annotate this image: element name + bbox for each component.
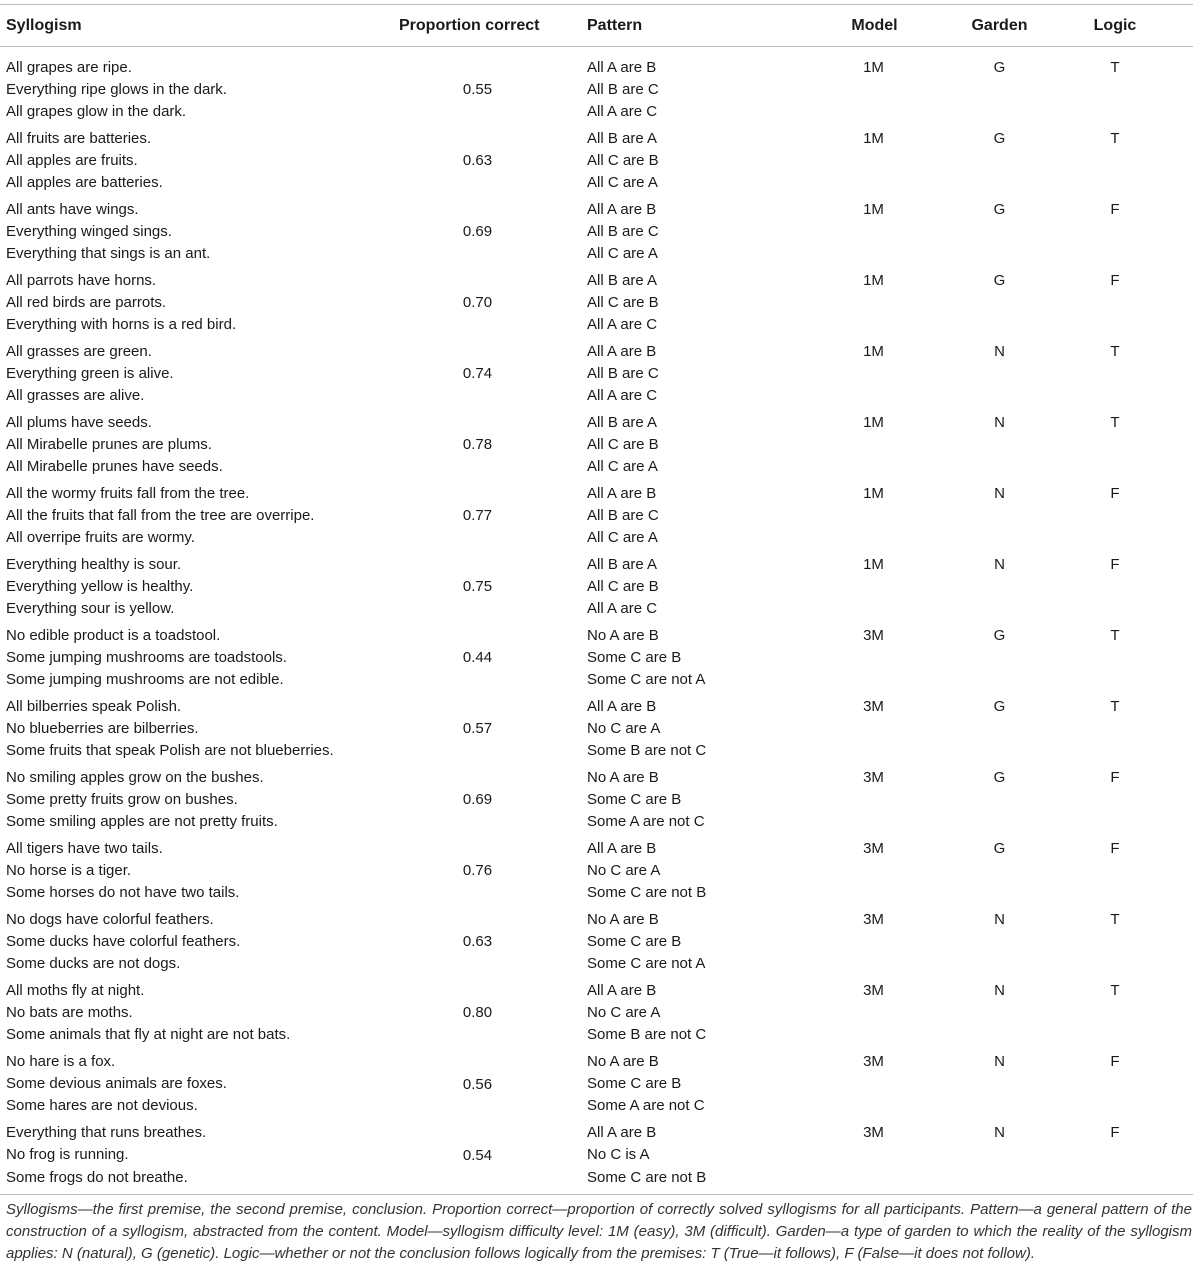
- table-row: [0, 47, 1193, 128]
- header-logic: Logic: [1053, 5, 1193, 47]
- proportion-cell: [399, 625, 560, 696]
- proportion-cell: [399, 1051, 560, 1122]
- header-row: [0, 5, 1193, 47]
- proportion-value: 0.70: [462, 294, 493, 312]
- logic-cell: [1053, 47, 1193, 128]
- syllogism-line: No bats are moths.: [6, 1004, 133, 1022]
- syllogism-cell: [0, 554, 399, 625]
- logic-value: T: [1110, 342, 1120, 360]
- syllogism-line: No blueberries are bilberries.: [6, 720, 199, 738]
- table-row: [0, 341, 1193, 412]
- model-cell: [809, 554, 946, 625]
- pattern-line: Some A are not C: [587, 813, 705, 831]
- pattern-line: No A are B: [587, 911, 659, 929]
- pattern-line: Some A are not C: [587, 1097, 705, 1115]
- logic-value: F: [1110, 484, 1120, 502]
- syllogism-line: Everything green is alive.: [6, 364, 174, 382]
- syllogism-line: All grasses are green.: [6, 342, 152, 360]
- pattern-line: All B are A: [587, 555, 658, 573]
- syllogism-line: Everything that runs breathes.: [6, 1124, 207, 1142]
- logic-value: T: [1110, 413, 1120, 431]
- pattern-line: All B are A: [587, 271, 658, 289]
- garden-value: N: [994, 982, 1005, 1000]
- table-row: [0, 1122, 1193, 1193]
- model-value: 3M: [863, 768, 884, 786]
- logic-value: F: [1110, 1053, 1120, 1071]
- syllogism-cell: [0, 341, 399, 412]
- pattern-line: Some C are B: [587, 1075, 682, 1093]
- pattern-cell: [560, 47, 809, 128]
- syllogism-cell: [0, 199, 399, 270]
- table-row: [0, 696, 1193, 767]
- logic-value: T: [1110, 626, 1120, 644]
- logic-cell: [1053, 1051, 1193, 1122]
- pattern-line: All A are B: [587, 982, 657, 1000]
- syllogism-line: Some frogs do not breathe.: [6, 1168, 188, 1186]
- model-cell: [809, 483, 946, 554]
- syllogism-cell: [0, 1051, 399, 1122]
- model-cell: [809, 199, 946, 270]
- syllogism-line: Some ducks have colorful feathers.: [6, 933, 241, 951]
- pattern-line: No C is A: [587, 1146, 650, 1164]
- pattern-line: All B are C: [587, 81, 659, 99]
- pattern-line: No C are A: [587, 1004, 661, 1022]
- pattern-line: All A are B: [587, 59, 657, 76]
- garden-value: G: [993, 626, 1006, 644]
- syllogism-line: All fruits are batteries.: [6, 129, 152, 147]
- pattern-line: Some C are B: [587, 791, 682, 809]
- pattern-line: All C are A: [587, 458, 658, 476]
- garden-cell: [946, 838, 1053, 909]
- model-value: 1M: [863, 555, 884, 573]
- syllogism-line: All red birds are parrots.: [6, 293, 167, 311]
- model-value: 1M: [863, 129, 884, 147]
- table-bottom-rule: [0, 1194, 1193, 1195]
- pattern-line: Some B are not C: [587, 742, 707, 760]
- garden-value: N: [994, 555, 1005, 573]
- pattern-cell: [560, 767, 809, 838]
- syllogism-line: Some jumping mushrooms are toadstools.: [6, 649, 287, 667]
- syllogism-line: Everything that sings is an ant.: [6, 244, 211, 262]
- garden-value: G: [993, 59, 1006, 76]
- pattern-line: Some C are B: [587, 649, 682, 667]
- garden-cell: [946, 696, 1053, 767]
- syllogism-cell: [0, 696, 399, 767]
- model-value: 3M: [863, 911, 884, 929]
- garden-cell: [946, 1051, 1053, 1122]
- syllogism-line: All overripe fruits are wormy.: [6, 529, 195, 547]
- logic-cell: [1053, 483, 1193, 554]
- pattern-line: All A are C: [587, 600, 658, 618]
- table-row: [0, 199, 1193, 270]
- syllogism-line: Some horses do not have two tails.: [6, 884, 240, 902]
- syllogism-cell: [0, 47, 399, 128]
- proportion-value: 0.74: [462, 365, 493, 383]
- pattern-cell: [560, 412, 809, 483]
- proportion-value: 0.56: [462, 1075, 493, 1093]
- logic-cell: [1053, 128, 1193, 199]
- pattern-line: All A are C: [587, 103, 658, 121]
- syllogism-table: [0, 4, 1193, 1193]
- syllogism-line: Some devious animals are foxes.: [6, 1075, 227, 1093]
- pattern-cell: [560, 1122, 809, 1193]
- garden-value: G: [993, 839, 1006, 857]
- model-cell: [809, 1122, 946, 1193]
- syllogism-line: All moths fly at night.: [6, 982, 145, 1000]
- proportion-value: 0.78: [462, 436, 493, 454]
- proportion-value: 0.75: [462, 578, 493, 596]
- syllogism-line: Everything ripe glows in the dark.: [6, 81, 227, 99]
- syllogism-line: All ants have wings.: [6, 200, 139, 218]
- syllogism-line: Everything with horns is a red bird.: [6, 315, 237, 333]
- proportion-value: 0.77: [462, 507, 493, 525]
- table-row: [0, 412, 1193, 483]
- header-model: Model: [809, 5, 946, 47]
- garden-cell: [946, 199, 1053, 270]
- pattern-line: No C are A: [587, 720, 661, 738]
- proportion-cell: [399, 767, 560, 838]
- logic-value: F: [1110, 555, 1120, 573]
- logic-value: T: [1110, 59, 1120, 76]
- pattern-cell: [560, 696, 809, 767]
- pattern-line: All C are A: [587, 529, 658, 547]
- logic-cell: [1053, 412, 1193, 483]
- syllogism-cell: [0, 838, 399, 909]
- model-value: 1M: [863, 59, 884, 76]
- syllogism-line: All bilberries speak Polish.: [6, 697, 182, 715]
- proportion-value: 0.63: [462, 151, 493, 169]
- proportion-value: 0.69: [462, 222, 493, 240]
- proportion-cell: [399, 128, 560, 199]
- proportion-cell: [399, 980, 560, 1051]
- proportion-cell: [399, 47, 560, 128]
- syllogism-cell: [0, 483, 399, 554]
- pattern-cell: [560, 1051, 809, 1122]
- pattern-line: All C are B: [587, 151, 659, 169]
- logic-value: T: [1110, 911, 1120, 929]
- pattern-line: Some C are not A: [587, 671, 706, 689]
- syllogism-line: Some jumping mushrooms are not edible.: [6, 671, 284, 689]
- pattern-line: All B are C: [587, 506, 659, 524]
- syllogism-cell: [0, 980, 399, 1051]
- proportion-cell: [399, 909, 560, 980]
- pattern-line: All C are B: [587, 293, 659, 311]
- logic-value: F: [1110, 768, 1120, 786]
- model-value: 3M: [863, 1053, 884, 1071]
- model-cell: [809, 838, 946, 909]
- garden-cell: [946, 128, 1053, 199]
- proportion-cell: [399, 838, 560, 909]
- syllogism-line: Some ducks are not dogs.: [6, 955, 181, 973]
- pattern-line: Some C are not B: [587, 1168, 707, 1186]
- pattern-line: No A are B: [587, 1053, 659, 1071]
- pattern-line: Some C are not B: [587, 884, 707, 902]
- pattern-line: All C are B: [587, 577, 659, 595]
- logic-value: T: [1110, 697, 1120, 715]
- garden-value: N: [994, 1124, 1005, 1142]
- syllogism-line: All tigers have two tails.: [6, 839, 163, 857]
- logic-cell: [1053, 696, 1193, 767]
- syllogism-line: Some smiling apples are not pretty fruits.: [6, 813, 278, 831]
- table-row: [0, 838, 1193, 909]
- proportion-cell: [399, 1122, 560, 1193]
- garden-value: N: [994, 484, 1005, 502]
- model-value: 3M: [863, 982, 884, 1000]
- logic-value: T: [1110, 129, 1120, 147]
- proportion-value: 0.57: [462, 720, 493, 738]
- syllogism-line: Everything winged sings.: [6, 222, 172, 240]
- proportion-value: 0.80: [462, 1004, 493, 1022]
- proportion-cell: [399, 483, 560, 554]
- pattern-line: All A are B: [587, 697, 657, 715]
- model-cell: [809, 47, 946, 128]
- logic-cell: [1053, 554, 1193, 625]
- model-value: 1M: [863, 484, 884, 502]
- syllogism-line: All the wormy fruits fall from the tree.: [6, 484, 250, 502]
- logic-cell: [1053, 767, 1193, 838]
- syllogism-line: All apples are fruits.: [6, 151, 138, 169]
- proportion-value: 0.55: [462, 81, 493, 99]
- pattern-line: All A are C: [587, 315, 658, 333]
- garden-value: G: [993, 768, 1006, 786]
- garden-cell: [946, 554, 1053, 625]
- model-value: 1M: [863, 200, 884, 218]
- garden-cell: [946, 412, 1053, 483]
- logic-cell: [1053, 270, 1193, 341]
- header-proportion-correct: Proportion correct: [399, 5, 560, 47]
- garden-cell: [946, 483, 1053, 554]
- model-value: 1M: [863, 413, 884, 431]
- proportion-value: 0.76: [462, 862, 493, 880]
- model-cell: [809, 128, 946, 199]
- syllogism-line: All the fruits that fall from the tree are overripe.: [6, 506, 315, 524]
- model-value: 1M: [863, 271, 884, 289]
- pattern-line: All A are B: [587, 342, 657, 360]
- pattern-line: All B are A: [587, 129, 658, 147]
- logic-value: F: [1110, 839, 1120, 857]
- pattern-line: All A are B: [587, 839, 657, 857]
- logic-value: T: [1110, 982, 1120, 1000]
- syllogism-cell: [0, 625, 399, 696]
- syllogism-line: All grapes glow in the dark.: [6, 103, 187, 121]
- syllogism-cell: [0, 909, 399, 980]
- proportion-cell: [399, 341, 560, 412]
- syllogism-cell: [0, 128, 399, 199]
- pattern-line: Some C are B: [587, 933, 682, 951]
- pattern-line: All C are A: [587, 244, 658, 262]
- syllogism-line: All grapes are ripe.: [6, 59, 132, 76]
- pattern-cell: [560, 909, 809, 980]
- garden-cell: [946, 47, 1053, 128]
- syllogism-line: All grasses are alive.: [6, 387, 145, 405]
- logic-cell: [1053, 341, 1193, 412]
- pattern-line: Some C are not A: [587, 955, 706, 973]
- logic-cell: [1053, 980, 1193, 1051]
- syllogism-line: Everything sour is yellow.: [6, 600, 175, 618]
- model-value: 3M: [863, 697, 884, 715]
- pattern-line: No A are B: [587, 626, 659, 644]
- table-row: [0, 625, 1193, 696]
- pattern-cell: [560, 554, 809, 625]
- syllogism-line: Everything healthy is sour.: [6, 555, 182, 573]
- pattern-line: All B are C: [587, 364, 659, 382]
- table-row: [0, 980, 1193, 1051]
- syllogism-line: Everything yellow is healthy.: [6, 577, 194, 595]
- syllogism-cell: [0, 412, 399, 483]
- garden-cell: [946, 909, 1053, 980]
- model-cell: [809, 625, 946, 696]
- logic-value: F: [1110, 200, 1120, 218]
- pattern-cell: [560, 199, 809, 270]
- syllogism-line: No dogs have colorful feathers.: [6, 911, 214, 929]
- syllogism-line: No smiling apples grow on the bushes.: [6, 768, 264, 786]
- garden-cell: [946, 341, 1053, 412]
- table-row: [0, 767, 1193, 838]
- table-row: [0, 909, 1193, 980]
- garden-value: N: [994, 413, 1005, 431]
- pattern-line: No A are B: [587, 768, 659, 786]
- pattern-cell: [560, 128, 809, 199]
- proportion-cell: [399, 199, 560, 270]
- model-cell: [809, 341, 946, 412]
- table-header: [0, 5, 1193, 47]
- table-row: [0, 483, 1193, 554]
- pattern-line: Some B are not C: [587, 1026, 707, 1044]
- model-cell: [809, 270, 946, 341]
- logic-cell: [1053, 909, 1193, 980]
- syllogism-cell: [0, 767, 399, 838]
- proportion-cell: [399, 554, 560, 625]
- garden-cell: [946, 767, 1053, 838]
- syllogism-line: No frog is running.: [6, 1146, 129, 1164]
- pattern-cell: [560, 980, 809, 1051]
- syllogism-line: Some animals that fly at night are not bats.: [6, 1026, 291, 1044]
- logic-cell: [1053, 625, 1193, 696]
- syllogism-line: Some pretty fruits grow on bushes.: [6, 791, 238, 809]
- model-value: 1M: [863, 342, 884, 360]
- pattern-line: All A are C: [587, 387, 658, 405]
- syllogism-line: All Mirabelle prunes are plums.: [6, 435, 212, 453]
- syllogism-line: All Mirabelle prunes have seeds.: [6, 458, 223, 476]
- logic-cell: [1053, 1122, 1193, 1193]
- pattern-cell: [560, 625, 809, 696]
- proportion-cell: [399, 696, 560, 767]
- pattern-cell: [560, 483, 809, 554]
- garden-value: G: [993, 200, 1006, 218]
- garden-value: G: [993, 271, 1006, 289]
- model-cell: [809, 767, 946, 838]
- pattern-line: No C are A: [587, 862, 661, 880]
- pattern-line: All C are A: [587, 173, 658, 191]
- header-pattern: Pattern: [560, 5, 809, 47]
- model-cell: [809, 980, 946, 1051]
- syllogism-line: No edible product is a toadstool.: [6, 626, 221, 644]
- model-value: 3M: [863, 1124, 884, 1142]
- pattern-cell: [560, 838, 809, 909]
- syllogism-cell: [0, 270, 399, 341]
- pattern-line: All A are B: [587, 484, 657, 502]
- syllogism-cell: [0, 1122, 399, 1193]
- syllogism-line: No hare is a fox.: [6, 1053, 116, 1071]
- garden-cell: [946, 625, 1053, 696]
- model-value: 3M: [863, 839, 884, 857]
- garden-value: N: [994, 1053, 1005, 1071]
- model-value: 3M: [863, 626, 884, 644]
- pattern-line: All A are B: [587, 200, 657, 218]
- proportion-value: 0.63: [462, 933, 493, 951]
- syllogism-line: Some hares are not devious.: [6, 1097, 198, 1115]
- syllogism-line: Some fruits that speak Polish are not blueberries.: [6, 742, 334, 760]
- logic-cell: [1053, 838, 1193, 909]
- table-row: [0, 270, 1193, 341]
- table-body: [0, 47, 1193, 1194]
- table-footnote: Syllogisms—the first premise, the second premise, conclusion. Proportion correct—proportion of correctly solved syllogisms for all participants. Pattern—a general pattern of the construction of a syllogism, abstracted from the content. Model—syllogism difficulty level: 1M (easy), 3M (difficult). Garden—a type of garden to which the reality of the syllogism applies: N (natural), G (genetic). Logic—whether or not the conclusion follows logically from the premises: T (True—it follows), F (False—it does not follow).: [6, 1201, 1192, 1262]
- proportion-value: 0.69: [462, 791, 493, 809]
- pattern-cell: [560, 270, 809, 341]
- pattern-cell: [560, 341, 809, 412]
- syllogism-line: All plums have seeds.: [6, 413, 152, 431]
- table-row: [0, 554, 1193, 625]
- table-row: [0, 1051, 1193, 1122]
- garden-cell: [946, 1122, 1053, 1193]
- model-cell: [809, 412, 946, 483]
- garden-value: G: [993, 129, 1006, 147]
- header-syllogism: Syllogism: [0, 5, 399, 47]
- pattern-line: All B are C: [587, 222, 659, 240]
- garden-cell: [946, 980, 1053, 1051]
- pattern-line: All C are B: [587, 435, 659, 453]
- pattern-line: All B are A: [587, 413, 658, 431]
- logic-value: F: [1110, 1124, 1120, 1142]
- garden-value: N: [994, 911, 1005, 929]
- garden-cell: [946, 270, 1053, 341]
- syllogism-line: No horse is a tiger.: [6, 862, 132, 880]
- proportion-value: 0.44: [462, 649, 493, 667]
- garden-value: G: [993, 697, 1006, 715]
- model-cell: [809, 1051, 946, 1122]
- garden-value: N: [994, 342, 1005, 360]
- model-cell: [809, 696, 946, 767]
- header-garden: Garden: [946, 5, 1053, 47]
- pattern-line: All A are B: [587, 1124, 657, 1142]
- syllogism-line: All apples are batteries.: [6, 173, 163, 191]
- logic-cell: [1053, 199, 1193, 270]
- proportion-value: 0.54: [462, 1146, 493, 1164]
- model-cell: [809, 909, 946, 980]
- proportion-cell: [399, 412, 560, 483]
- proportion-cell: [399, 270, 560, 341]
- table-row: [0, 128, 1193, 199]
- syllogism-line: All parrots have horns.: [6, 271, 157, 289]
- logic-value: F: [1110, 271, 1120, 289]
